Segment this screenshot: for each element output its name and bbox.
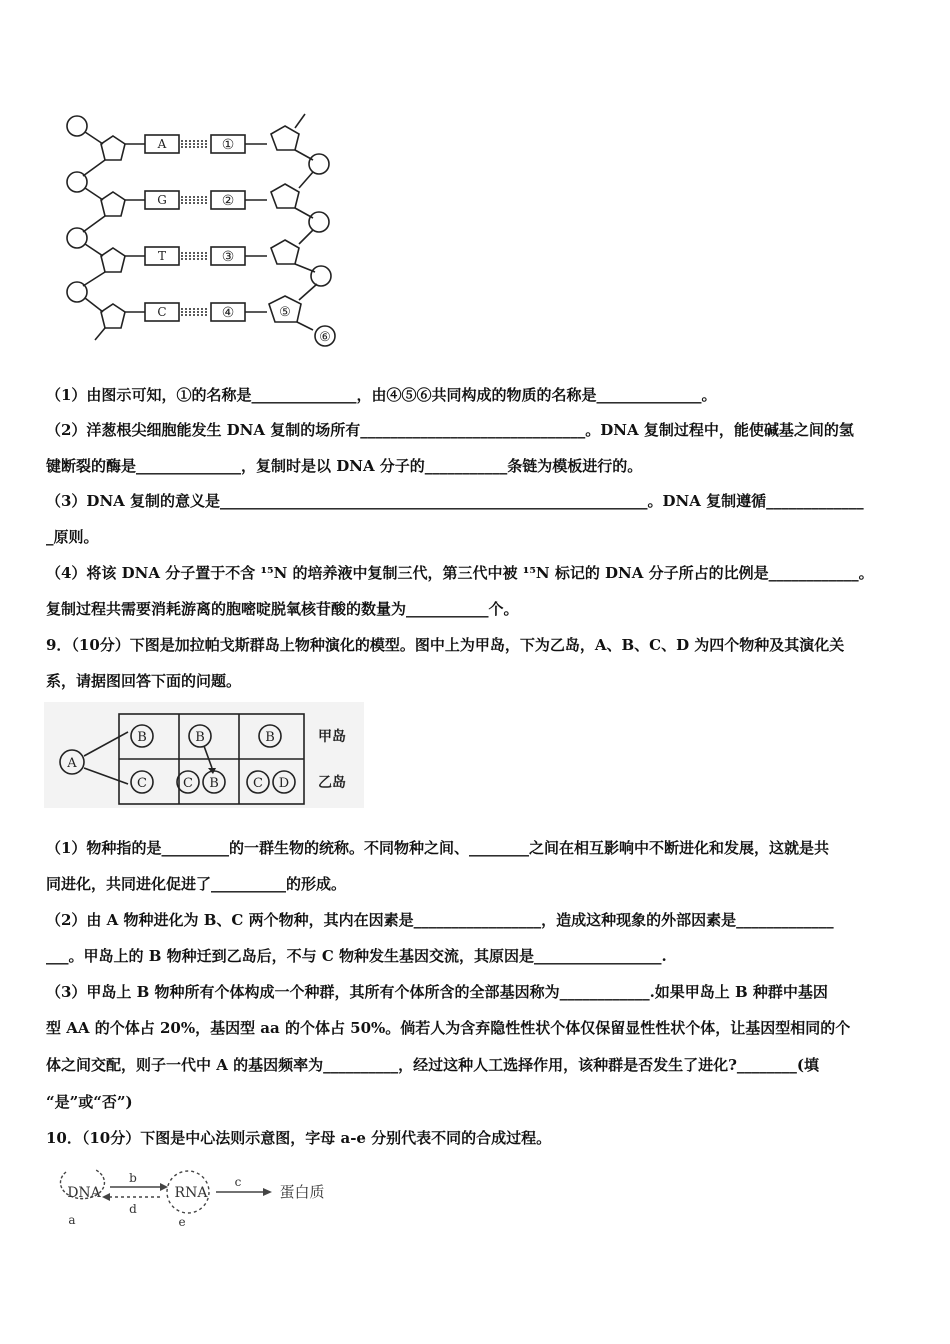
species-label: B [209,776,219,791]
species-label: B [195,730,205,745]
q8-part2-line2: 键断裂的酶是______________，复制时是以 DNA 分子的___________条链为模板进行的。 [46,457,643,475]
base-right: ① [221,137,235,153]
process-c-label: c [234,1175,242,1189]
species-label: C [183,776,193,791]
base-left: G [157,193,167,207]
central-dogma-figure [48,1162,348,1232]
label-6: ⑥ [319,330,331,345]
island-evolution-figure [44,702,364,808]
base-right: ④ [221,305,235,321]
base-right: ③ [221,249,235,265]
q9-stem-line2: 系，请据图回答下面的问题。 [46,672,242,690]
species-label: D [278,776,290,791]
q10-stem: 10．（10分）下图是中心法则示意图，字母 a-e 分别代表不同的合成过程。 [46,1129,552,1147]
q9-part2-line2: ___。甲岛上的 B 物种迁到乙岛后，不与 C 物种发生基因交流，其原因是_________________. [46,947,667,965]
q8-part3-line2: _原则。 [46,528,99,546]
dna-structure-figure [55,100,355,350]
label-5: ⑤ [279,305,291,320]
species-label: B [265,730,275,745]
base-left: A [157,137,167,151]
q9-part1-line1: （1）物种指的是_________的一群生物的统称。不同物种之间、________之间在相互影响中不断进化和发展，这就是共 [46,839,829,857]
rna-label: RNA [174,1185,208,1201]
q8-part2-line1: （2）洋葱根尖细胞能发生 DNA 复制的场所有______________________________。DNA 复制过程中，能使碱基之间的氢 [46,421,854,439]
process-d-label: d [129,1202,137,1216]
q9-part3-line4: “是”或“否”) [46,1093,133,1111]
q9-part3-line2: 型 AA 的个体占 20%，基因型 aa 的个体占 50%。倘若人为含弃隐性性状个体仅保留显性性状个体，让基因型相同的个 [46,1019,851,1037]
species-label: A [67,756,77,771]
island-top-label: 甲岛 [318,729,346,745]
species-label: C [253,776,263,791]
q9-part3-line1: （3）甲岛上 B 物种所有个体构成一个种群，其所有个体所含的全部基因称为____________.如果甲岛上 B 种群中基因 [46,983,828,1001]
process-b-label: b [129,1171,137,1185]
q9-part2-line1: （2）由 A 物种进化为 B、C 两个物种，其内在因素是_________________，造成这种现象的外部因素是_____________ [46,911,834,929]
protein-label: 蛋白质 [279,1183,325,1201]
process-e-label: e [178,1215,186,1229]
base-right: ② [221,193,235,209]
q9-part3-line3: 体之间交配，则子一代中 A 的基因频率为__________，经过这种人工选择作用，该种群是否发生了进化?________(填 [46,1056,819,1074]
base-left: C [157,305,167,319]
species-label: B [137,730,147,745]
q8-part4-line1: （4）将该 DNA 分子置于不含 ¹⁵N 的培养液中复制三代，第三代中被 ¹⁵N 标记的 DNA 分子所占的比例是____________。 [46,564,874,582]
island-bottom-label: 乙岛 [318,775,346,791]
q9-part1-line2: 同进化，共同进化促进了__________的形成。 [46,875,347,893]
q8-part3-line1: （3）DNA 复制的意义是_________________________________________________________。DNA 复制遵循_____________ [46,492,864,510]
q8-part1: （1）由图示可知，①的名称是______________，由④⑤⑥共同构成的物质的名称是______________。 [46,386,717,404]
q8-part4-line2: 复制过程共需要消耗游离的胞嘧啶脱氧核苷酸的数量为___________个。 [46,600,519,618]
dna-label: DNA [67,1185,101,1201]
base-left: T [157,249,167,263]
q9-stem-line1: 9．（10分）下图是加拉帕戈斯群岛上物种演化的模型。图中上为甲岛，下为乙岛，A、B、C、D 为四个物种及其演化关 [46,636,845,654]
species-label: C [137,776,147,791]
process-a-label: a [68,1213,76,1227]
